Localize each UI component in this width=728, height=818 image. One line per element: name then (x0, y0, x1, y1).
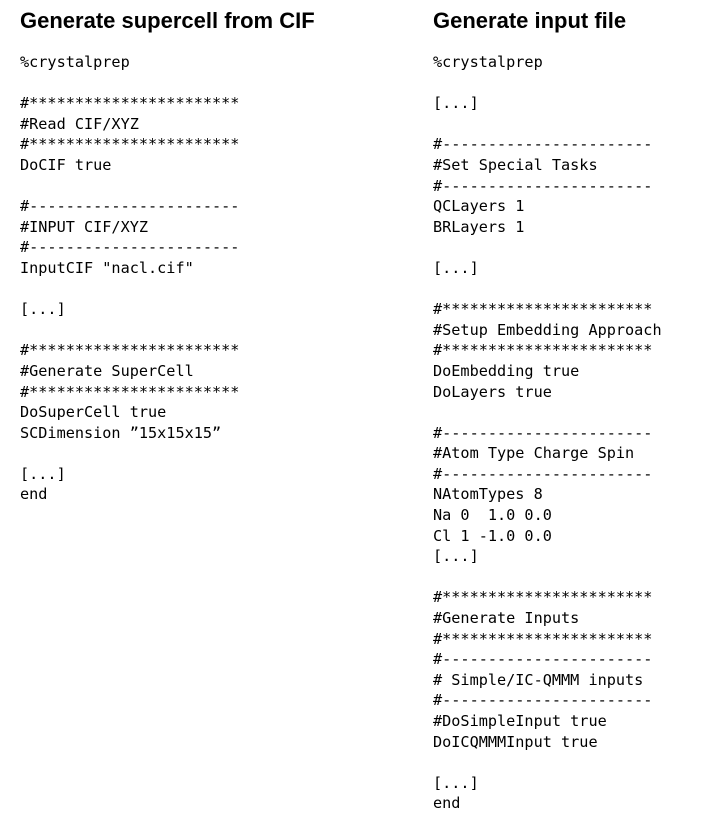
code-line (20, 443, 350, 464)
code-line: #Generate Inputs (433, 609, 580, 628)
code-line: [...] (20, 300, 66, 319)
code-line: NAtomTypes 8 (433, 485, 543, 504)
code-line: #Generate SuperCell (20, 361, 194, 380)
code-line (433, 402, 725, 423)
code-line: [...] (433, 258, 479, 277)
code-line: SCDimension ”15x15x15” (20, 423, 222, 442)
code-line: Na 0 1.0 0.0 (433, 506, 552, 525)
code-line (433, 73, 725, 94)
code-line: #*********************** (20, 382, 240, 401)
code-line: #*********************** (20, 135, 240, 154)
code-line: #*********************** (433, 588, 653, 607)
code-line: [...] (433, 547, 479, 566)
input-file-column (433, 8, 725, 814)
code-line: end (20, 485, 48, 504)
code-line: Cl 1 -1.0 0.0 (433, 526, 552, 545)
supercell-column (20, 8, 350, 505)
code-line: DoCIF true (20, 155, 112, 174)
code-line: #Set Special Tasks (433, 155, 598, 174)
code-line (20, 320, 350, 341)
code-line: #Setup Embedding Approach (433, 320, 662, 339)
code-line: BRLayers 1 (433, 217, 525, 236)
input-file-heading: Generate input file (433, 8, 627, 33)
code-line: end (433, 794, 461, 813)
code-line (433, 279, 725, 300)
code-line: [...] (433, 773, 479, 792)
code-line: DoEmbedding true (433, 361, 580, 380)
code-line: #----------------------- (433, 464, 653, 483)
supercell-code-block (20, 52, 350, 505)
code-line: #----------------------- (433, 691, 653, 710)
code-line: #----------------------- (20, 197, 240, 216)
code-line: #----------------------- (433, 423, 653, 442)
code-line: #*********************** (433, 300, 653, 319)
code-line: [...] (20, 464, 66, 483)
code-line: DoLayers true (433, 382, 552, 401)
supercell-heading: Generate supercell from CIF (20, 8, 315, 33)
code-line: %crystalprep (20, 53, 130, 71)
code-line (433, 567, 725, 588)
code-line (20, 176, 350, 197)
input-file-code-block (433, 52, 725, 814)
code-line: #*********************** (20, 341, 240, 360)
code-line: #Atom Type Charge Spin (433, 444, 635, 463)
code-line: DoSuperCell true (20, 403, 167, 422)
code-line: [...] (433, 94, 479, 113)
code-line: #*********************** (433, 341, 653, 360)
code-line: #----------------------- (433, 176, 653, 195)
code-line (433, 752, 725, 773)
code-line: # Simple/IC-QMMM inputs (433, 670, 644, 689)
code-line: QCLayers 1 (433, 197, 525, 216)
code-line: DoICQMMMInput true (433, 732, 598, 751)
code-line: #*********************** (20, 94, 240, 113)
code-line: #*********************** (433, 629, 653, 648)
code-line: #----------------------- (20, 238, 240, 257)
code-line (433, 237, 725, 258)
code-line: #----------------------- (433, 135, 653, 154)
code-line (20, 279, 350, 300)
code-line: #INPUT CIF/XYZ (20, 217, 149, 236)
code-line: #Read CIF/XYZ (20, 114, 139, 133)
code-line (20, 73, 350, 94)
code-line: %crystalprep (433, 53, 543, 71)
code-line: #----------------------- (433, 650, 653, 669)
code-line: #DoSimpleInput true (433, 712, 607, 730)
code-line: InputCIF "nacl.cif" (20, 258, 194, 277)
code-line (433, 114, 725, 135)
